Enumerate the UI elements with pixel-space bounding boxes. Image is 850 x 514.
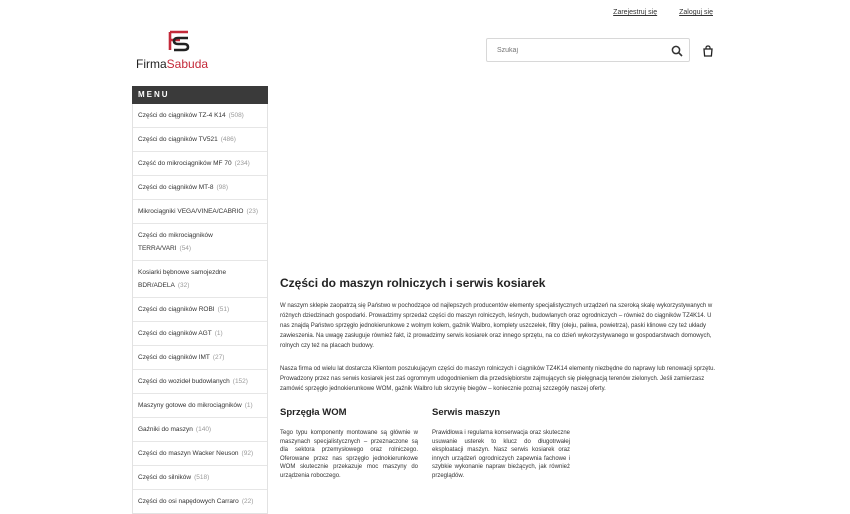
menu-item-label: Części do osi napędowych Carraro bbox=[138, 498, 239, 505]
menu-item-label: Części do ciągników ROBI bbox=[138, 306, 215, 313]
feature-title-service: Serwis maszyn bbox=[432, 407, 501, 418]
search-input[interactable] bbox=[487, 40, 657, 62]
feature-title-wom: Sprzęgła WOM bbox=[280, 407, 347, 418]
logo-mark-icon bbox=[166, 30, 192, 52]
login-link[interactable]: Zaloguj się bbox=[679, 9, 713, 16]
menu-item[interactable] bbox=[133, 199, 267, 223]
menu-item-count: (32) bbox=[177, 282, 190, 289]
page-title: Części do maszyn rolniczych i serwis kosiarek bbox=[280, 276, 546, 290]
menu-item-label: Części do maszyn Wacker Neuson bbox=[138, 450, 239, 457]
menu-item[interactable] bbox=[133, 104, 267, 127]
menu-item-count: (23) bbox=[246, 208, 259, 215]
menu-item-label: Mikrociągniki VEGA/VINEA/CABRIO bbox=[138, 208, 244, 215]
menu-item-count: (27) bbox=[212, 354, 225, 361]
menu-item-label: Części do ciągników TZ-4 K14 bbox=[138, 112, 226, 119]
menu-item[interactable] bbox=[133, 321, 267, 345]
menu-item-label: Części do ciągników IMT bbox=[138, 354, 210, 361]
main-content bbox=[280, 276, 720, 481]
menu-item-count: (1) bbox=[244, 402, 253, 409]
intro-paragraph-1: W naszym sklepie zaopatrzą się Państwo w pochodzące od najlepszych producentów elementy specjalistycznych urządzeń na szeroką skalę wykorzystywanych w różnych dziedzinach gospodarki. Prowadzimy sprzedaż części do maszyn rolniczych, leśnych, budowlanych oraz ogrodniczych – również do ciągników TZ4K14. U nas znajdą Państwo sprzęgło jednokierunkowe z wolnym kołem, gaźnik Walbro, komplety uszczelek, filtry (oleju, paliwa, powietrza), paski klinowe czy też układy zawieszenia. Na uwagę zasługuje również fakt, iż prowadzimy serwis kosiarek oraz innego sprzętu, na co dzień wykorzystywanego w gospodarstwach domowych, rolnych czy też na placach budowy. bbox=[280, 303, 713, 349]
logo-text-part1: Firma bbox=[136, 57, 167, 71]
feature-text-wom: Tego typu komponenty montowane są głównie w maszynach specjalistycznych – przeznaczone są dla sektora przemysłowego oraz rolniczego. Oferowane przez nas sprzęgło jednokierunkowe WOM skutecznie przekazuje moc maszyny do urządzenia roboczego. bbox=[280, 430, 418, 479]
menu-item[interactable] bbox=[133, 175, 267, 199]
feature-column-service bbox=[432, 407, 570, 481]
menu-item-count: (486) bbox=[220, 136, 236, 143]
sidebar-menu bbox=[132, 86, 268, 514]
menu-item[interactable] bbox=[133, 127, 267, 151]
menu-item-label: Części do ciągników AGT bbox=[138, 330, 212, 337]
menu-item-count: (518) bbox=[194, 474, 210, 481]
menu-item-count: (234) bbox=[234, 160, 250, 167]
menu-item[interactable] bbox=[133, 223, 267, 260]
feature-column-wom bbox=[280, 407, 418, 481]
menu-item-count: (98) bbox=[216, 184, 229, 191]
cart-icon[interactable] bbox=[703, 44, 713, 62]
logo-text-part2: Sabuda bbox=[166, 57, 209, 71]
menu-title: MENU bbox=[132, 86, 268, 104]
menu-item-label: Części do silników bbox=[138, 474, 192, 481]
menu-item[interactable] bbox=[133, 369, 267, 393]
menu-item[interactable] bbox=[133, 345, 267, 369]
intro-paragraph-2: Nasza firma od wielu lat dostarcza Klientom poszukującym części do maszyn rolniczych i ciągników TZ4K14 elementy niezbędne do naprawy lub renowacji sprzętu. Prowadzony przez nas serwis kosiarek jest zaś ogromnym udogodnieniem dla przedsiębiorstw zajmujących się pielęgnacją terenów zielonych. Jeśli zamierzasz zamówić sprzęgło jednokierunkowe WOM, gaźnik Walbro lub skrzynię biegów – koniecznie poznaj szczegóły naszej oferty. bbox=[280, 366, 716, 392]
menu-item-label: Maszyny gotowe do mikrociągników bbox=[138, 402, 242, 409]
menu-item-label: Części do ciągników TV521 bbox=[138, 136, 218, 143]
menu-item-label: Części do wozideł budowlanych bbox=[138, 378, 230, 385]
menu-item-label: Gaźniki do maszyn bbox=[138, 426, 193, 433]
menu-item[interactable] bbox=[133, 297, 267, 321]
register-link[interactable]: Zarejestruj się bbox=[613, 9, 658, 16]
menu-item-label: Części do mikrociągników TERRA/VARI bbox=[138, 232, 213, 252]
menu-item-count: (51) bbox=[217, 306, 230, 313]
menu-item-count: (152) bbox=[232, 378, 248, 385]
search-icon[interactable] bbox=[671, 44, 683, 62]
top-links bbox=[613, 9, 713, 16]
menu-item[interactable] bbox=[133, 151, 267, 175]
menu-item-label: Część do mikrociągników MF 70 bbox=[138, 160, 232, 167]
menu-item-count: (1) bbox=[214, 330, 223, 337]
menu-item-count: (54) bbox=[179, 245, 192, 252]
menu-item-label: Części do ciągników MT-8 bbox=[138, 184, 214, 191]
feature-columns bbox=[280, 407, 720, 481]
menu-item-count: (140) bbox=[195, 426, 212, 433]
menu-item[interactable] bbox=[133, 465, 267, 489]
menu-item[interactable] bbox=[133, 441, 267, 465]
logo-text bbox=[136, 57, 208, 71]
menu-list bbox=[132, 104, 268, 514]
menu-item[interactable] bbox=[133, 260, 267, 297]
menu-item-count: (22) bbox=[241, 498, 254, 505]
menu-item[interactable] bbox=[133, 393, 267, 417]
logo[interactable] bbox=[136, 30, 226, 70]
menu-item-count: (508) bbox=[228, 112, 244, 119]
search-box bbox=[486, 38, 690, 62]
menu-item[interactable] bbox=[133, 489, 267, 513]
menu-item[interactable] bbox=[133, 417, 267, 441]
menu-item-count: (92) bbox=[241, 450, 254, 457]
feature-text-service: Prawidłowa i regularna konserwacja oraz skuteczne usuwanie usterek to klucz do długotrwałej eksploatacji maszyn. Nasz serwis kosiarek oraz innych urządzeń ogrodniczych zapewnia fachowe i szybkie wykonanie napraw bieżących, jak również przeglądów. bbox=[432, 430, 570, 479]
menu-item-label: Kosiarki bębnowe samojezdne BDR/ADELA bbox=[138, 269, 227, 289]
